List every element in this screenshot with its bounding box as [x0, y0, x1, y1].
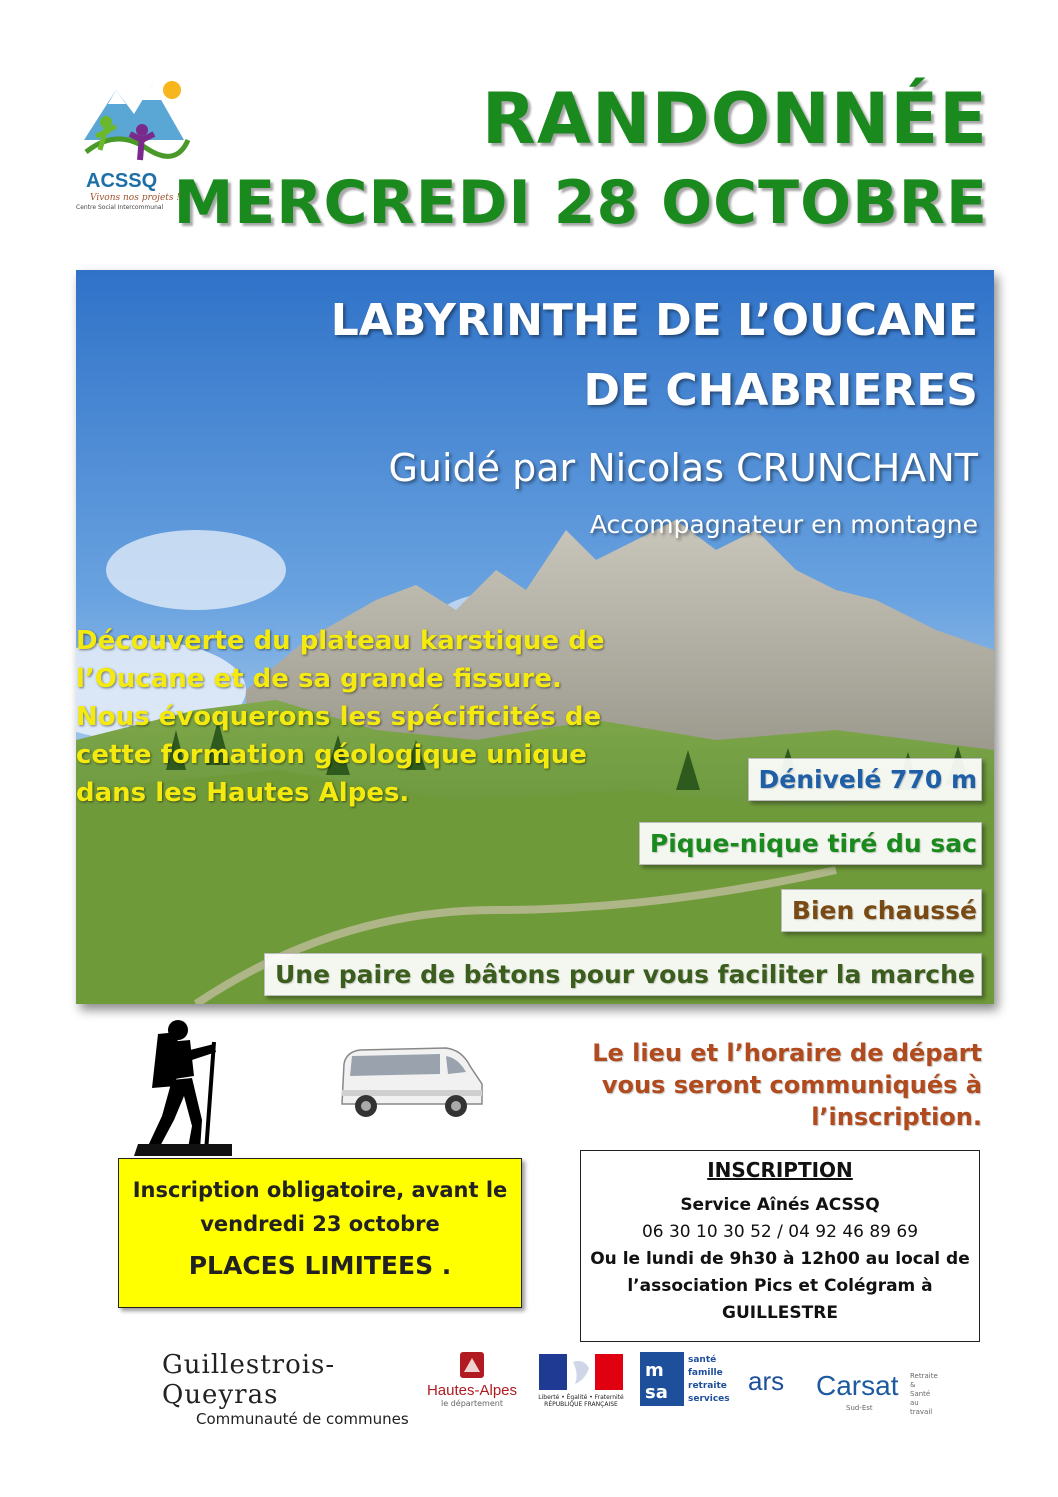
logo-name: ACSSQ [86, 170, 158, 192]
msa-item: santé [688, 1355, 717, 1365]
hike-place-line2: DE CHABRIERES [583, 365, 978, 416]
republique-francaise-logo [536, 1354, 626, 1412]
mountain-logo-icon [76, 70, 192, 170]
inscription-town: GUILLESTRE [722, 1303, 838, 1323]
carsat-name: Carsat [816, 1370, 899, 1401]
carsat-tag: Retraite & Santé au travail [910, 1372, 938, 1416]
msa-logo [640, 1352, 740, 1412]
deadline-line: Inscription obligatoire, avant le [132, 1178, 508, 1202]
guide-name: Guidé par Nicolas CRUNCHANT [388, 446, 978, 490]
inscription-phones: 06 30 10 30 52 / 04 92 46 89 69 [641, 1222, 919, 1242]
deadline-date: vendredi 23 octobre [200, 1212, 440, 1236]
minibus-icon [336, 1044, 486, 1120]
meeting-line: Le lieu et l’horaire de départ [592, 1039, 982, 1067]
description-line: Découverte du plateau karstique de [76, 626, 605, 656]
description-line: l’Oucane et de sa grande fissure. [76, 664, 562, 694]
logo-tagline: Vivons nos projets ! [90, 193, 181, 203]
shoes-box: Bien chaussé [781, 889, 982, 932]
page-title: RANDONNÉE [481, 78, 988, 160]
guillestrois-name: Guillestrois-Queyras [162, 1350, 336, 1410]
inscription-box [580, 1150, 980, 1342]
inscription-heading: INSCRIPTION [707, 1158, 853, 1182]
meeting-info [592, 1037, 982, 1133]
guillestrois-sub: Communauté de communes [196, 1410, 409, 1428]
carsat-logo [816, 1370, 936, 1416]
deadline-box [118, 1158, 522, 1308]
places-limited: PLACES LIMITEES . [188, 1251, 452, 1280]
event-date: MERCREDI 28 OCTOBRE [173, 168, 988, 238]
hiker-icon [128, 1016, 232, 1156]
msa-list [688, 1354, 730, 1406]
description-line: Nous évoquerons les spécificités de [76, 702, 602, 732]
msa-item: services [688, 1394, 730, 1404]
guide-role: Accompagnateur en montagne [589, 510, 978, 539]
rf-name: RÉPUBLIQUE FRANÇAISE [544, 1401, 618, 1408]
marianne-flag-icon [539, 1354, 623, 1390]
elevation-box: Dénivelé 770 m [748, 758, 983, 801]
hautes-alpes-sub: le département [441, 1399, 503, 1408]
lunch-box: Pique-nique tiré du sac [639, 822, 982, 865]
description-line: cette formation géologique unique [76, 740, 587, 770]
mountain-photo [76, 270, 994, 1004]
hike-description [76, 622, 676, 812]
carsat-region: Sud-Est [846, 1404, 873, 1412]
svg-text:m: m [645, 1360, 664, 1381]
msa-item: famille [688, 1368, 723, 1378]
inscription-service: Service Aînés ACSSQ [680, 1195, 880, 1215]
hautes-alpes-name: Hautes-Alpes [426, 1382, 518, 1399]
guillestrois-queyras-logo [162, 1350, 412, 1428]
hautes-alpes-emblem-icon [460, 1352, 484, 1378]
logo-subtitle: Centre Social Intercommunal [76, 204, 164, 211]
description-line: dans les Hautes Alpes. [76, 778, 410, 808]
inscription-location: l’association Pics et Colégram à [627, 1276, 933, 1296]
hautes-alpes-logo [424, 1352, 520, 1412]
rf-motto: Liberté • Égalité • Fraternité [538, 1394, 624, 1401]
ars-logo [748, 1366, 808, 1412]
msa-item: retraite [688, 1381, 727, 1391]
inscription-hours: Ou le lundi de 9h30 à 12h00 au local de [590, 1249, 970, 1269]
poles-box: Une paire de bâtons pour vous faciliter la marche [264, 953, 982, 996]
meeting-line: l’inscription. [811, 1103, 982, 1131]
svg-text:sa: sa [645, 1382, 668, 1403]
hike-place-line1: LABYRINTHE DE L’OUCANE [330, 295, 978, 346]
msa-emblem-icon [640, 1352, 684, 1406]
meeting-line: vous seront communiqués à [601, 1071, 982, 1099]
ars-name: ars [748, 1366, 785, 1396]
